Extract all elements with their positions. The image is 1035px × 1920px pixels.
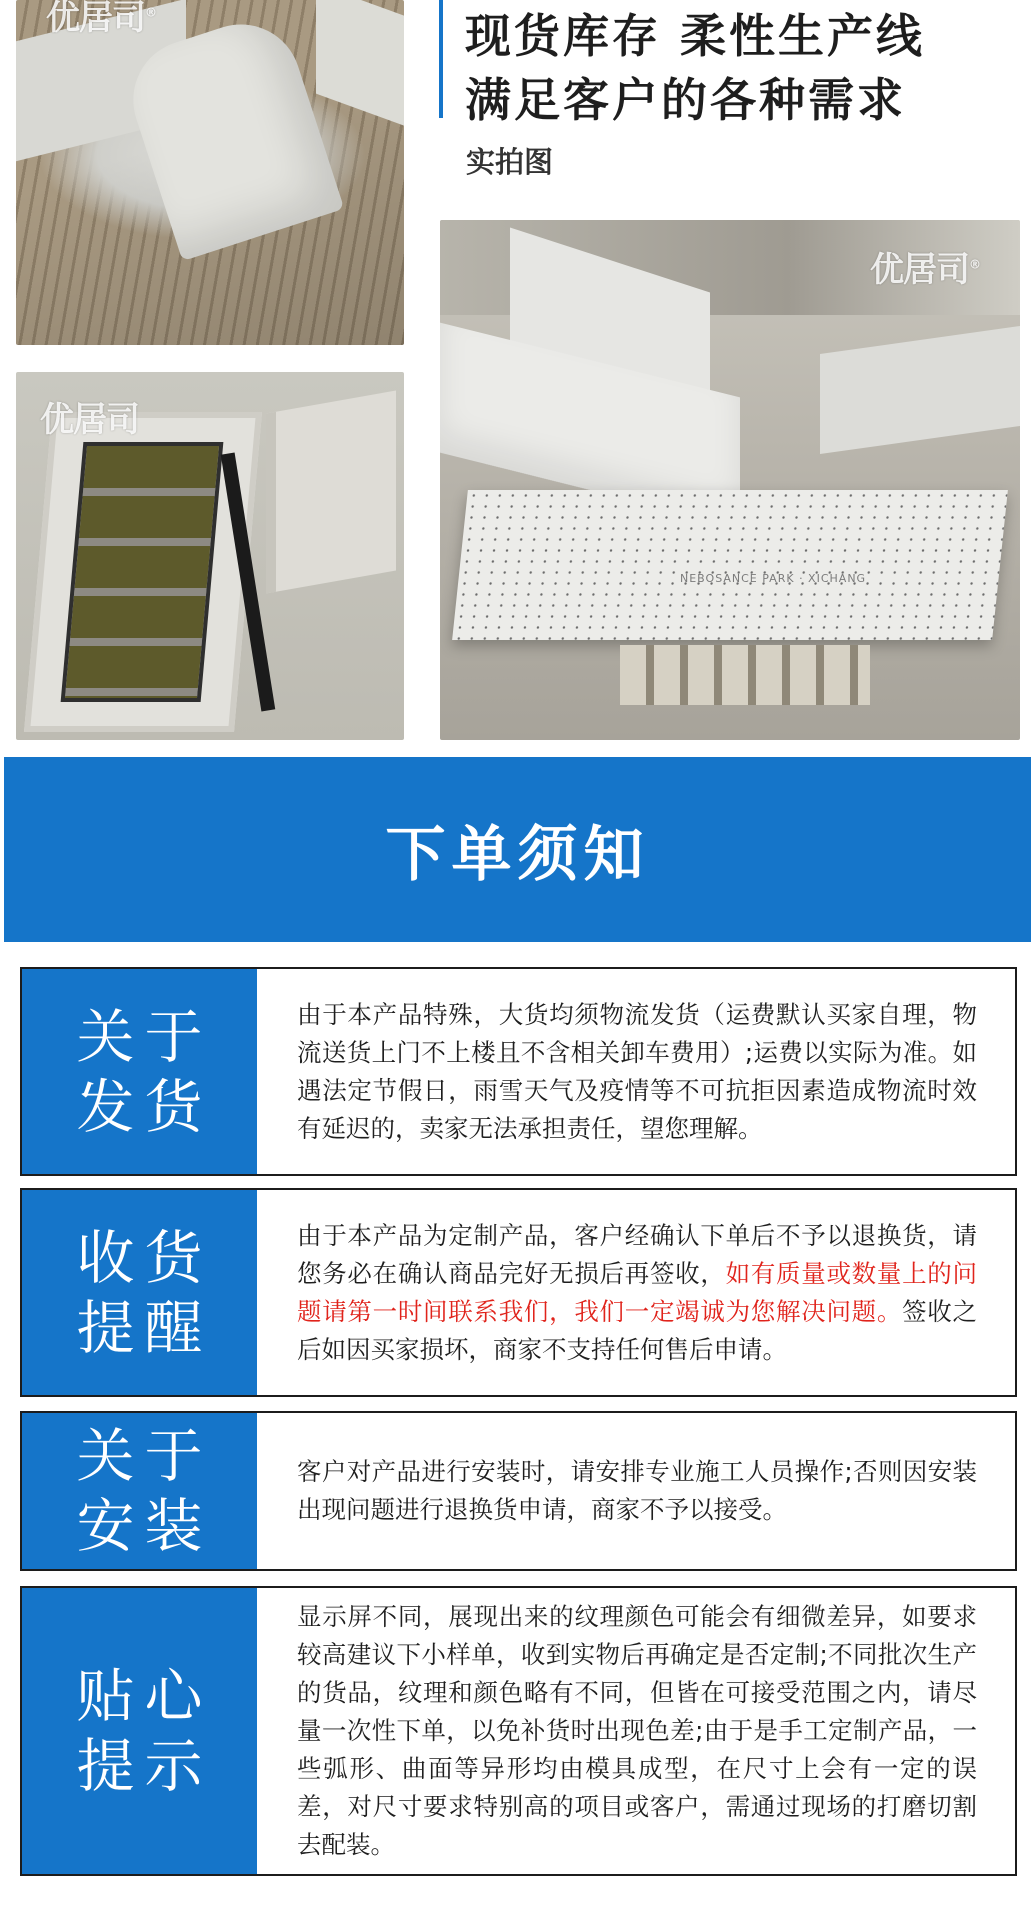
notice-tag-line: 贴心 [76,1662,213,1730]
notice-text-part: 由于本产品为定制产品，客户经确认下单后不予以退换货，请您务必在确认商品完好无损后再签收， [297,1220,977,1288]
notice-tag-line: 提醒 [76,1293,213,1362]
notice-tag-line: 安装 [76,1492,213,1560]
notice-tips [20,1586,1017,1876]
notice-text-part: 签收之后如因买家损坏，商家不支持任何售后申请。 [297,1296,978,1364]
notice-installation [20,1411,1017,1571]
product-photo-terrazzo-benches [440,220,1020,740]
notice-tag-line: 关于 [76,1422,213,1490]
notice-shipping [20,967,1017,1176]
notice-text: 显示屏不同，展现出来的纹理颜色可能会有细微差异，如要求较高建议下小样单，收到实物后再确定是否定制;不同批次生产的货品，纹理和颜色略有不同，但皆在可接受范围之内，请尽量一次性下单，以免补货时出现色差;由于是手工定制产品，一些弧形、曲面等异形均由模具成型，在尺寸上会有一定的误差，对尺寸要求特别高的项目或客户，需通过现场的打磨切割去配装。 [297,1602,977,1859]
photo-caption: 实拍图 [466,145,554,179]
notice-receiving [20,1188,1017,1397]
banner-title: 下单须知 [385,819,650,890]
headline-line-1: 现货库存 柔性生产线 [465,9,926,63]
notice-tag-line: 收货 [76,1223,213,1292]
notice-tag [22,1588,257,1874]
notice-text-highlight: 如有质量或数量上的问题请第一时间联系我们，我们一定竭诚为您解决问题。 [297,1258,978,1326]
notice-text: 由于本产品特殊，大货均须物流发货（运费默认买家自理，物流送货上门不上楼且不含相关卸车费用）;运费以实际为准。如遇法定节假日，雨雪天气及疫情等不可抗拒因素造成物流时效有延迟的，卖家无法承担责任，望您理解。 [297,999,977,1143]
notice-tag-line: 发货 [76,1072,213,1141]
watermark-logo: 优居司® [870,250,980,290]
notice-tag [22,1190,257,1395]
order-notice-banner [4,757,1031,942]
notice-tag [22,1413,257,1569]
notice-tag [22,969,257,1174]
notice-tag-line: 提示 [76,1732,213,1800]
notice-text [297,1217,977,1369]
watermark-logo: 优居司® [46,0,156,38]
headline-accent-bar [439,0,443,118]
notice-tag-line: 关于 [76,1002,213,1071]
product-photo-curved-bench [16,0,404,345]
product-photo-mold-frame [16,372,404,740]
notice-text: 客户对产品进行安装时，请安排专业施工人员操作;否则因安装出现问题进行退换货申请，商家不予以接受。 [297,1457,977,1524]
headline-line-2: 满足客户的各种需求 [465,73,906,127]
watermark-logo: 优居司 [40,400,139,440]
bench-engraving: NEBOSANCE PARK · XICHANG [680,572,867,585]
